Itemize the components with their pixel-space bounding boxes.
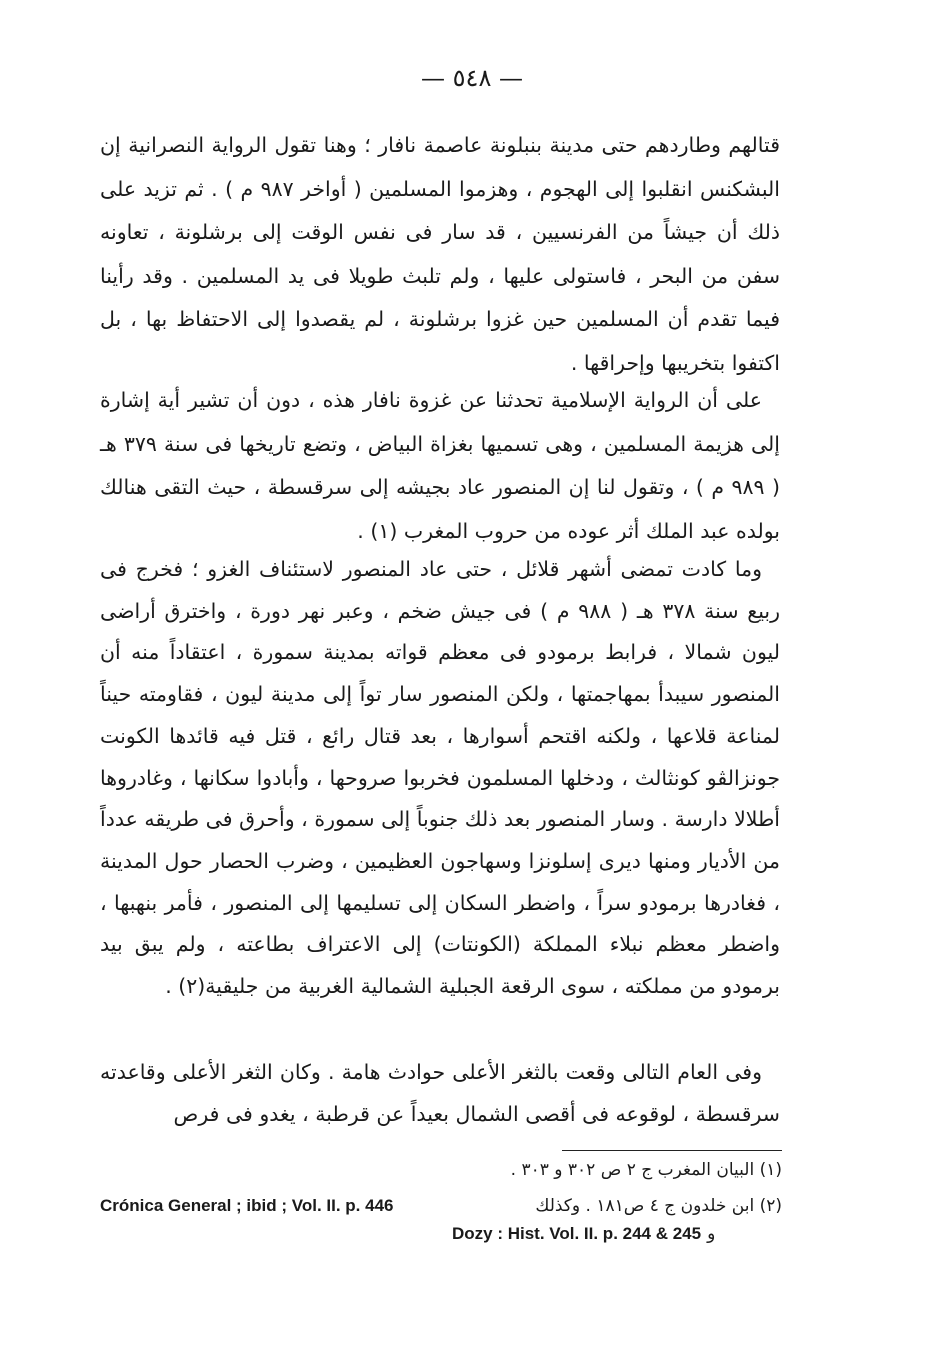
footnote-2-arabic: (٢) ابن خلدون ج ٤ ص١٨١ . وكذلك: [535, 1196, 782, 1216]
paragraph-3: [100, 549, 780, 1008]
footnote-1: (١) البيان المغرب ج ٢ ص ٣٠٢ و ٣٠٣ .: [510, 1160, 782, 1180]
page-number: — ٥٤٨ —: [421, 64, 523, 92]
footnote-2-continuation: [452, 1224, 715, 1244]
footnote-2-dozy-ref: Dozy : Hist. Vol. II. p. 244 & 245: [452, 1224, 702, 1243]
paragraph-2: [100, 379, 780, 553]
paragraph-text: وما كادت تمضى أشهر قلائل ، حتى عاد المنصور لاستئناف الغزو ؛ فخرج فى ربيع سنة ٣٧٨ هـ ( ٩٨٨ م ) فى جيش ضخم ، وعبر نهر دورة ، واخترق أراضى ليون شمالا ، فرابط برمودو فى معظم قواته بمدينة سمورة ، اعتقاداً منه أن المنصور سيبدأ بمهاجمتها ، ولكن المنصور سار تواً إلى مدينة ليون ، فقاومته حيناً لمناعة قلاعها ، ولكنه اقتحم أسوارها ، بعد قتال رائع ، قتل فيه قائدها الكونت جونزالڤو كونثالث ، ودخلها المسلمون فخربوا صروحها ، وأبادوا سكانها ، وغادروها أطلالا دارسة . وسار المنصور بعد ذلك جنوباً إلى سمورة ، وأحرق فى طريقه عدداً من الأديار ومنها ديرى إسلونزا وسهاجون العظيمين ، وضرب الحصار حول المدينة ، فغادرها برمودو سراً ، واضطر السكان إلى تسليمها إلى المنصور ، فأمر بنهبها ، واضطر معظم نبلاء المملكة (الكونتات) إلى الاعتراف بطاعته ، ولم يبق بيد برمودو من مملكته ، سوى الرقعة الجبلية الشمالية الغربية من جليقية(٢) .: [100, 557, 780, 999]
footnote-divider: [562, 1150, 782, 1151]
paragraph-1: [100, 124, 780, 386]
footnote-2-latin: Crónica General ; ibid ; Vol. II. p. 446: [100, 1196, 394, 1215]
paragraph-text: على أن الرواية الإسلامية تحدثنا عن غزوة نافار هذه ، دون أن تشير أية إشارة إلى هزيمة المسلمين ، وهى تسميها بغزاة البياض ، وتضع تاريخها فى سنة ٣٧٩ هـ ( ٩٨٩ م ) ، وتقول لنا إن المنصور عاد بجيشه إلى سرقسطة ، حيث التقى هنالك بولده عبد الملك أثر عوده من حروب المغرب (١) .: [100, 388, 781, 543]
paragraph-text: وفى العام التالى وقعت بالثغر الأعلى حوادث هامة . وكان الثغر الأعلى وقاعدته سرقسطة ، لوقوعه فى أقصى الشمال بعيداً عن قرطبة ، يغدو فى فرص: [100, 1060, 780, 1126]
footnote-2-conjunction: و: [707, 1224, 716, 1244]
paragraph-4: [100, 1052, 780, 1135]
paragraph-text: قتالهم وطاردهم حتى مدينة بنبلونة عاصمة نافار ؛ وهنا تقول الرواية النصرانية إن البشكنس انقلبوا إلى الهجوم ، وهزموا المسلمين ( أواخر ٩٨٧ م ) . ثم تزيد على ذلك أن جيشاً من الفرنسيين ، قد سار فى نفس الوقت إلى برشلونة ، تعاونه سفن من البحر ، فاستولى عليها ، ولم تلبث طويلا فى يد المسلمين . وقد رأينا فيما تقدم أن المسلمين حين غزوا برشلونة ، لم يقصدوا إلى الاحتفاظ بها ، بل اكتفوا بتخريبها وإحراقها .: [100, 133, 781, 375]
